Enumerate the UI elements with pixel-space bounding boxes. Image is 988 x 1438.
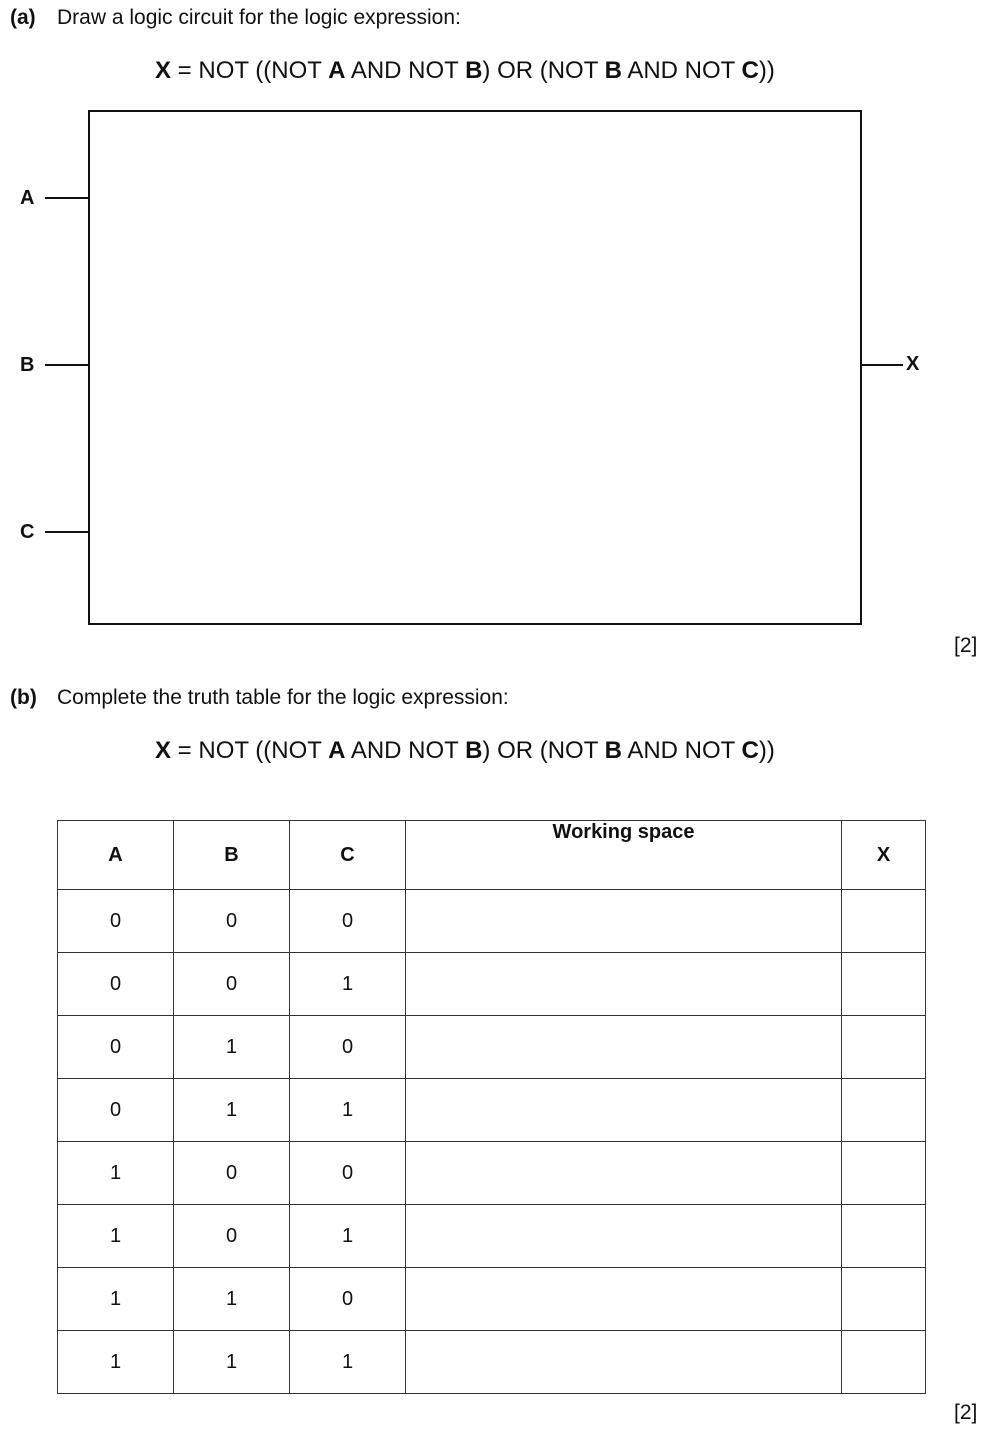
part-a-expression xyxy=(155,57,775,85)
expression-segment: A xyxy=(328,737,346,764)
table-row xyxy=(58,953,926,1016)
cell-x[interactable] xyxy=(842,1205,926,1268)
header-b: B xyxy=(174,821,290,890)
input-label-a: A xyxy=(20,187,35,209)
input-label-c: C xyxy=(20,521,35,543)
header-c: C xyxy=(290,821,406,890)
cell-b: 1 xyxy=(174,1331,290,1394)
expression-segment: AND NOT xyxy=(345,57,466,84)
input-wire-c xyxy=(45,531,89,533)
part-b-label: (b) xyxy=(10,686,37,709)
expression-segment: C xyxy=(741,57,759,84)
part-a-label: (a) xyxy=(10,6,36,29)
expression-segment: AND NOT xyxy=(621,737,742,764)
table-row xyxy=(58,1268,926,1331)
expression-segment: AND NOT xyxy=(345,737,466,764)
expression-segment: A xyxy=(328,57,346,84)
output-label-x: X xyxy=(906,353,920,375)
working-space-cell[interactable] xyxy=(406,1079,842,1142)
cell-c: 1 xyxy=(290,1205,406,1268)
cell-x[interactable] xyxy=(842,1016,926,1079)
expression-segment: B xyxy=(604,737,622,764)
part-a-marks: [2] xyxy=(954,634,978,657)
working-space-cell[interactable] xyxy=(406,1268,842,1331)
header-x: X xyxy=(842,821,926,890)
part-b-marks: [2] xyxy=(954,1401,978,1424)
expression-segment: B xyxy=(465,57,483,84)
header-a: A xyxy=(58,821,174,890)
cell-b: 1 xyxy=(174,1079,290,1142)
cell-a: 1 xyxy=(58,1268,174,1331)
input-label-b: B xyxy=(20,354,35,376)
cell-b: 1 xyxy=(174,1016,290,1079)
output-wire-x xyxy=(860,364,903,366)
expression-segment: X xyxy=(155,737,172,764)
expression-segment: = NOT ((NOT xyxy=(171,737,329,764)
expression-segment: AND NOT xyxy=(621,57,742,84)
expression-segment: ) OR (NOT xyxy=(482,57,605,84)
cell-x[interactable] xyxy=(842,890,926,953)
cell-x[interactable] xyxy=(842,1079,926,1142)
working-space-cell[interactable] xyxy=(406,953,842,1016)
table-row xyxy=(58,890,926,953)
cell-c: 0 xyxy=(290,1142,406,1205)
cell-b: 0 xyxy=(174,1205,290,1268)
table-row xyxy=(58,1079,926,1142)
cell-c: 1 xyxy=(290,953,406,1016)
working-space-cell[interactable] xyxy=(406,890,842,953)
table-row xyxy=(58,1331,926,1394)
cell-x[interactable] xyxy=(842,1331,926,1394)
cell-x[interactable] xyxy=(842,953,926,1016)
cell-a: 1 xyxy=(58,1142,174,1205)
part-b-instruction: Complete the truth table for the logic expression: xyxy=(57,686,509,709)
cell-a: 1 xyxy=(58,1205,174,1268)
table-row xyxy=(58,1142,926,1205)
expression-segment: C xyxy=(741,737,759,764)
expression-segment: B xyxy=(604,57,622,84)
cell-a: 0 xyxy=(58,890,174,953)
cell-b: 0 xyxy=(174,890,290,953)
cell-b: 1 xyxy=(174,1268,290,1331)
cell-a: 0 xyxy=(58,953,174,1016)
expression-segment: = NOT ((NOT xyxy=(171,57,329,84)
expression-segment: X xyxy=(155,57,172,84)
cell-b: 0 xyxy=(174,1142,290,1205)
working-space-cell[interactable] xyxy=(406,1205,842,1268)
cell-x[interactable] xyxy=(842,1142,926,1205)
cell-b: 0 xyxy=(174,953,290,1016)
input-wire-a xyxy=(45,197,89,199)
cell-c: 1 xyxy=(290,1331,406,1394)
table-row xyxy=(58,1016,926,1079)
cell-c: 1 xyxy=(290,1079,406,1142)
cell-c: 0 xyxy=(290,1268,406,1331)
working-space-cell[interactable] xyxy=(406,1016,842,1079)
cell-x[interactable] xyxy=(842,1268,926,1331)
working-space-cell[interactable] xyxy=(406,1142,842,1205)
expression-segment: B xyxy=(465,737,483,764)
part-a-instruction: Draw a logic circuit for the logic expression: xyxy=(57,6,461,29)
cell-a: 0 xyxy=(58,1016,174,1079)
circuit-drawing-area[interactable] xyxy=(88,110,862,625)
expression-segment: )) xyxy=(758,737,775,764)
truth-table xyxy=(57,820,926,1394)
cell-c: 0 xyxy=(290,1016,406,1079)
input-wire-b xyxy=(45,364,89,366)
cell-a: 1 xyxy=(58,1331,174,1394)
cell-c: 0 xyxy=(290,890,406,953)
expression-segment: )) xyxy=(758,57,775,84)
expression-segment: ) OR (NOT xyxy=(482,737,605,764)
cell-a: 0 xyxy=(58,1079,174,1142)
working-space-cell[interactable] xyxy=(406,1331,842,1394)
part-b-expression xyxy=(155,737,775,765)
table-row xyxy=(58,1205,926,1268)
truth-table-header-row xyxy=(58,821,926,890)
header-working-space: Working space xyxy=(406,821,842,890)
